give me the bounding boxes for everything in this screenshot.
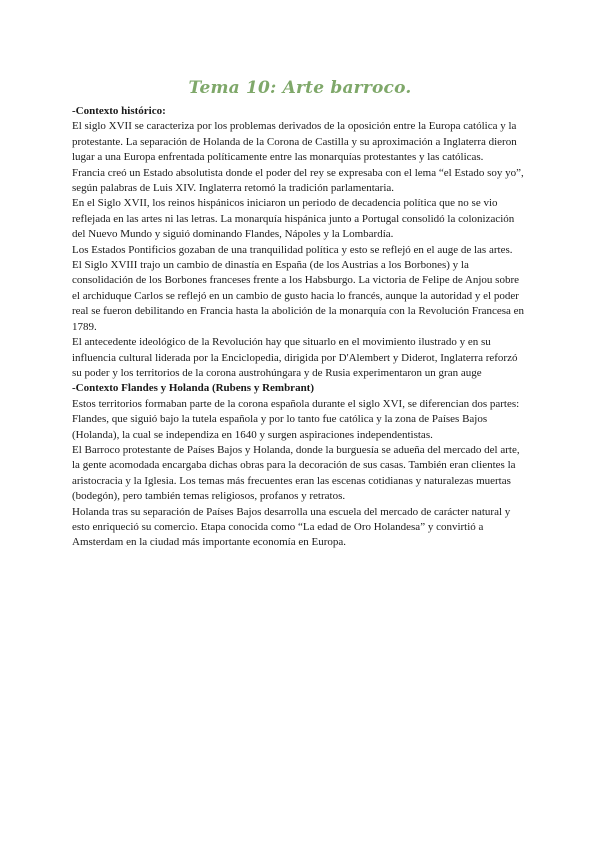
document-page: [72, 78, 528, 551]
section-heading: -Contexto Flandes y Holanda (Rubens y Rembrant): [72, 382, 315, 395]
document-title: Tema 10: Arte barroco.: [188, 78, 412, 98]
paragraph: Los Estados Pontificios gozaban de una tranquilidad política y esto se reflejó en el auge de las artes.: [72, 243, 513, 256]
paragraph: Holanda tras su separación de Países Bajos desarrolla una escuela del mercado de carácter natural y esto enriqueció su comercio. Etapa conocida como “La edad de Oro Holandesa” y convirtió a Amsterdam en la ciudad más importante economía en Europa.: [72, 505, 511, 549]
paragraph: El antecedente ideológico de la Revolución hay que situarlo en el movimiento ilustrado y en su influencia cultural liderada por la Enciclopedia, dirigida por D'Alembert y Diderot, Inglaterra reforzó su poder y los territorios de la corona austrohúngara y de Rusia experimentaron un gran auge: [72, 336, 518, 379]
paragraph: En el Siglo XVII, los reinos hispánicos iniciaron un periodo de decadencia política que no se vio reflejada en las artes ni las letras. La monarquía hispánica junto a Portugal consolidó la colonización del Nuevo Mundo y siguió dominando Flandes, Nápoles y la Lombardía.: [72, 197, 515, 241]
paragraph: Francia creó un Estado absolutista donde el poder del rey se expresaba con el lema “el Estado soy yo”, según palabras de Luis XIV. Inglaterra retomó la tradición parlamentaria.: [72, 166, 524, 195]
paragraph: El Barroco protestante de Países Bajos y Holanda, donde la burguesía se adueña del mercado del arte, la gente acomodada encargaba dichas obras para la decoración de sus casas. También eran clientes la aristocracia y la Iglesia. Los temas más frecuentes eran las escenas cotidianas y naturalezas muertas (bodegón), pero también temas religiosos, profanos y retratos.: [72, 443, 520, 503]
document-body: [72, 104, 528, 551]
section-heading: -Contexto histórico:: [72, 105, 166, 117]
paragraph: El siglo XVII se caracteriza por los problemas derivados de la oposición entre la Europa católica y la protestante. La separación de Holanda de la Corona de Castilla y su aproximación a Inglaterra dieron lugar a una Europa enfrentada políticamente entre las monarquías protestantes y las católicas.: [72, 120, 517, 164]
paragraph: El Siglo XVIII trajo un cambio de dinastía en España (de los Austrias a los Borbones) y la consolidación de los Borbones franceses frente a los Habsburgo. La victoria de Felipe de Anjou sobre el archiduque Carlos se reflejó en un cambio de gusto hacia lo francés, aunque la autoridad y el poder real se fueron debilitando en Francia hasta la abolición de la monarquía con la Revolución Francesa en 1789.: [72, 259, 525, 333]
paragraph: Estos territorios formaban parte de la corona española durante el siglo XVI, se diferencian dos partes: Flandes, que siguió bajo la tutela española y por lo tanto fue católica y la zona de Países Bajos (Holanda), la cual se independiza en 1640 y surgen aspiraciones independentistas.: [72, 397, 520, 441]
